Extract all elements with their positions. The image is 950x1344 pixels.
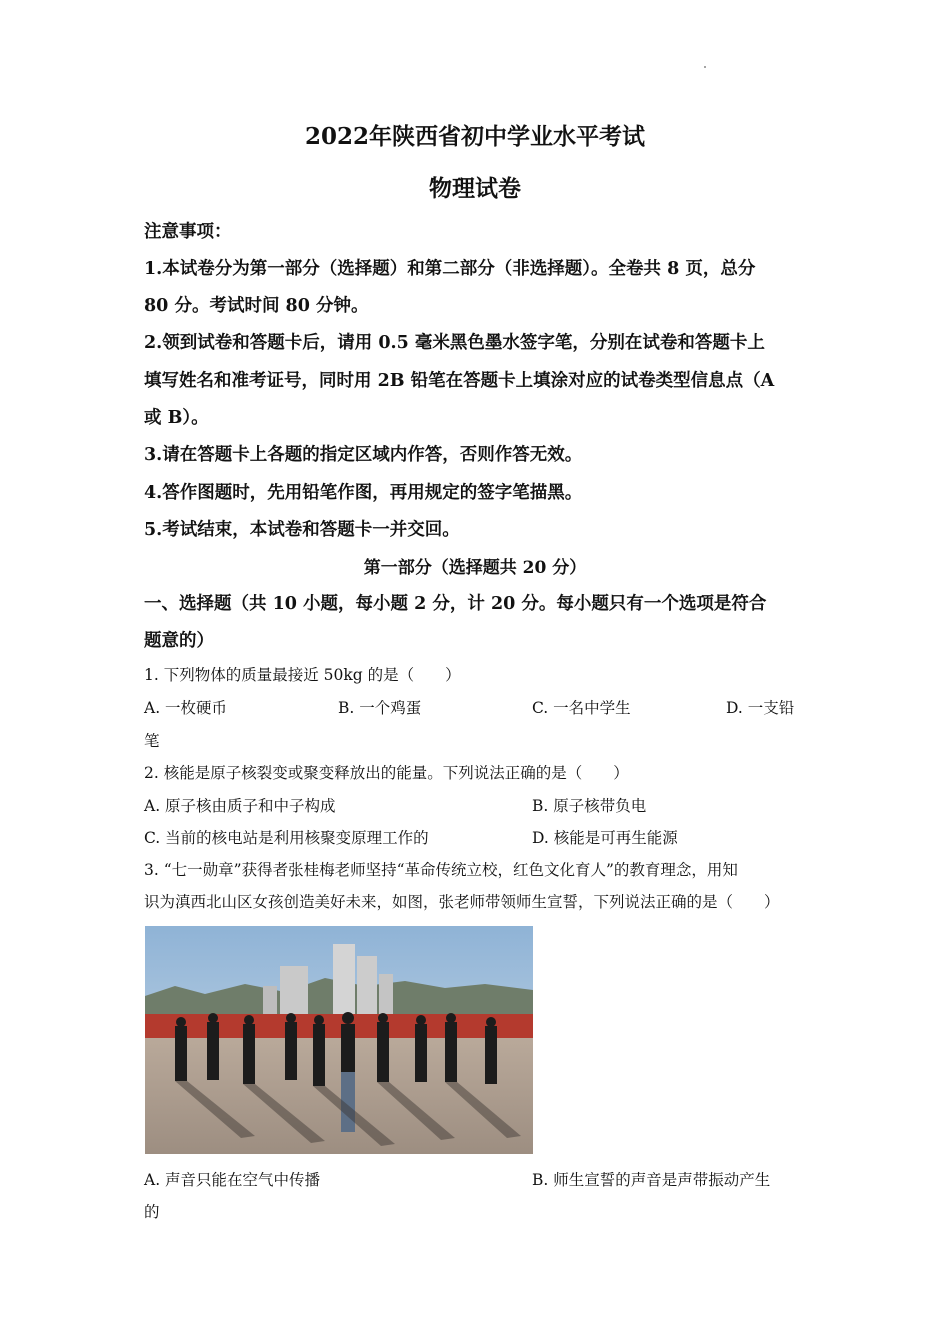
notice-line-3: 2.领到试卷和答题卡后，请用 0.5 毫米黑色墨水签字笔，分别在试卷和答题卡上 xyxy=(144,333,765,353)
exam-title: 2022年陕西省初中学业水平考试 xyxy=(304,123,645,150)
q2-option-c: C. 当前的核电站是利用核聚变原理工作的 xyxy=(144,829,429,847)
q2-option-a: A. 原子核由质子和中子构成 xyxy=(144,797,336,815)
q3-option-a: A. 声音只能在空气中传播 xyxy=(144,1171,321,1189)
q3-option-b-wrap: 的 xyxy=(144,1203,160,1221)
part1-heading: 第一部分（选择题共 20 分） xyxy=(363,558,587,578)
exam-subtitle: 物理试卷 xyxy=(429,175,521,202)
notice-line-6: 3.请在答题卡上各题的指定区域内作答，否则作答无效。 xyxy=(144,445,583,465)
q1-option-d-wrap: 笔 xyxy=(144,732,160,750)
oath-ceremony-photo xyxy=(145,926,533,1154)
q3-option-b: B. 师生宣誓的声音是声带振动产生 xyxy=(532,1171,771,1189)
q1-option-d: D. 一支铅 xyxy=(726,699,795,717)
q3-stem-line-2: 识为滇西北山区女孩创造美好未来，如图，张老师带领师生宣誓，下列说法正确的是（ ） xyxy=(144,893,780,911)
q2-option-d: D. 核能是可再生能源 xyxy=(532,829,678,847)
notice-heading: 注意事项： xyxy=(144,222,232,242)
notice-line-4: 填写姓名和准考证号，同时用 2B 铅笔在答题卡上填涂对应的试卷类型信息点（A xyxy=(144,371,775,391)
q1-stem: 1. 下列物体的质量最接近 50kg 的是（ ） xyxy=(144,666,461,684)
q1-option-b: B. 一个鸡蛋 xyxy=(338,699,422,717)
page-dot xyxy=(704,66,706,68)
notice-line-5: 或 B）。 xyxy=(144,408,209,428)
q1-option-c: C. 一名中学生 xyxy=(532,699,631,717)
q2-stem: 2. 核能是原子核裂变或聚变释放出的能量。下列说法正确的是（ ） xyxy=(144,764,629,782)
q2-option-b: B. 原子核带负电 xyxy=(532,797,647,815)
notice-line-1: 1.本试卷分为第一部分（选择题）和第二部分（非选择题）。全卷共 8 页，总分 xyxy=(144,259,756,279)
notice-line-7: 4.答作图题时，先用铅笔作图，再用规定的签字笔描黑。 xyxy=(144,483,583,503)
q1-option-a: A. 一枚硬币 xyxy=(144,699,228,717)
section-heading-line-1: 一、选择题（共 10 小题，每小题 2 分，计 20 分。每小题只有一个选项是符合 xyxy=(144,594,767,614)
notice-line-2: 80 分。考试时间 80 分钟。 xyxy=(144,296,369,316)
notice-line-8: 5.考试结束，本试卷和答题卡一并交回。 xyxy=(144,520,460,540)
section-heading-line-2: 题意的） xyxy=(144,631,214,651)
q3-stem-line-1: 3. “七一勋章”获得者张桂梅老师坚持“革命传统立校，红色文化育人”的教育理念，用知 xyxy=(144,861,738,879)
